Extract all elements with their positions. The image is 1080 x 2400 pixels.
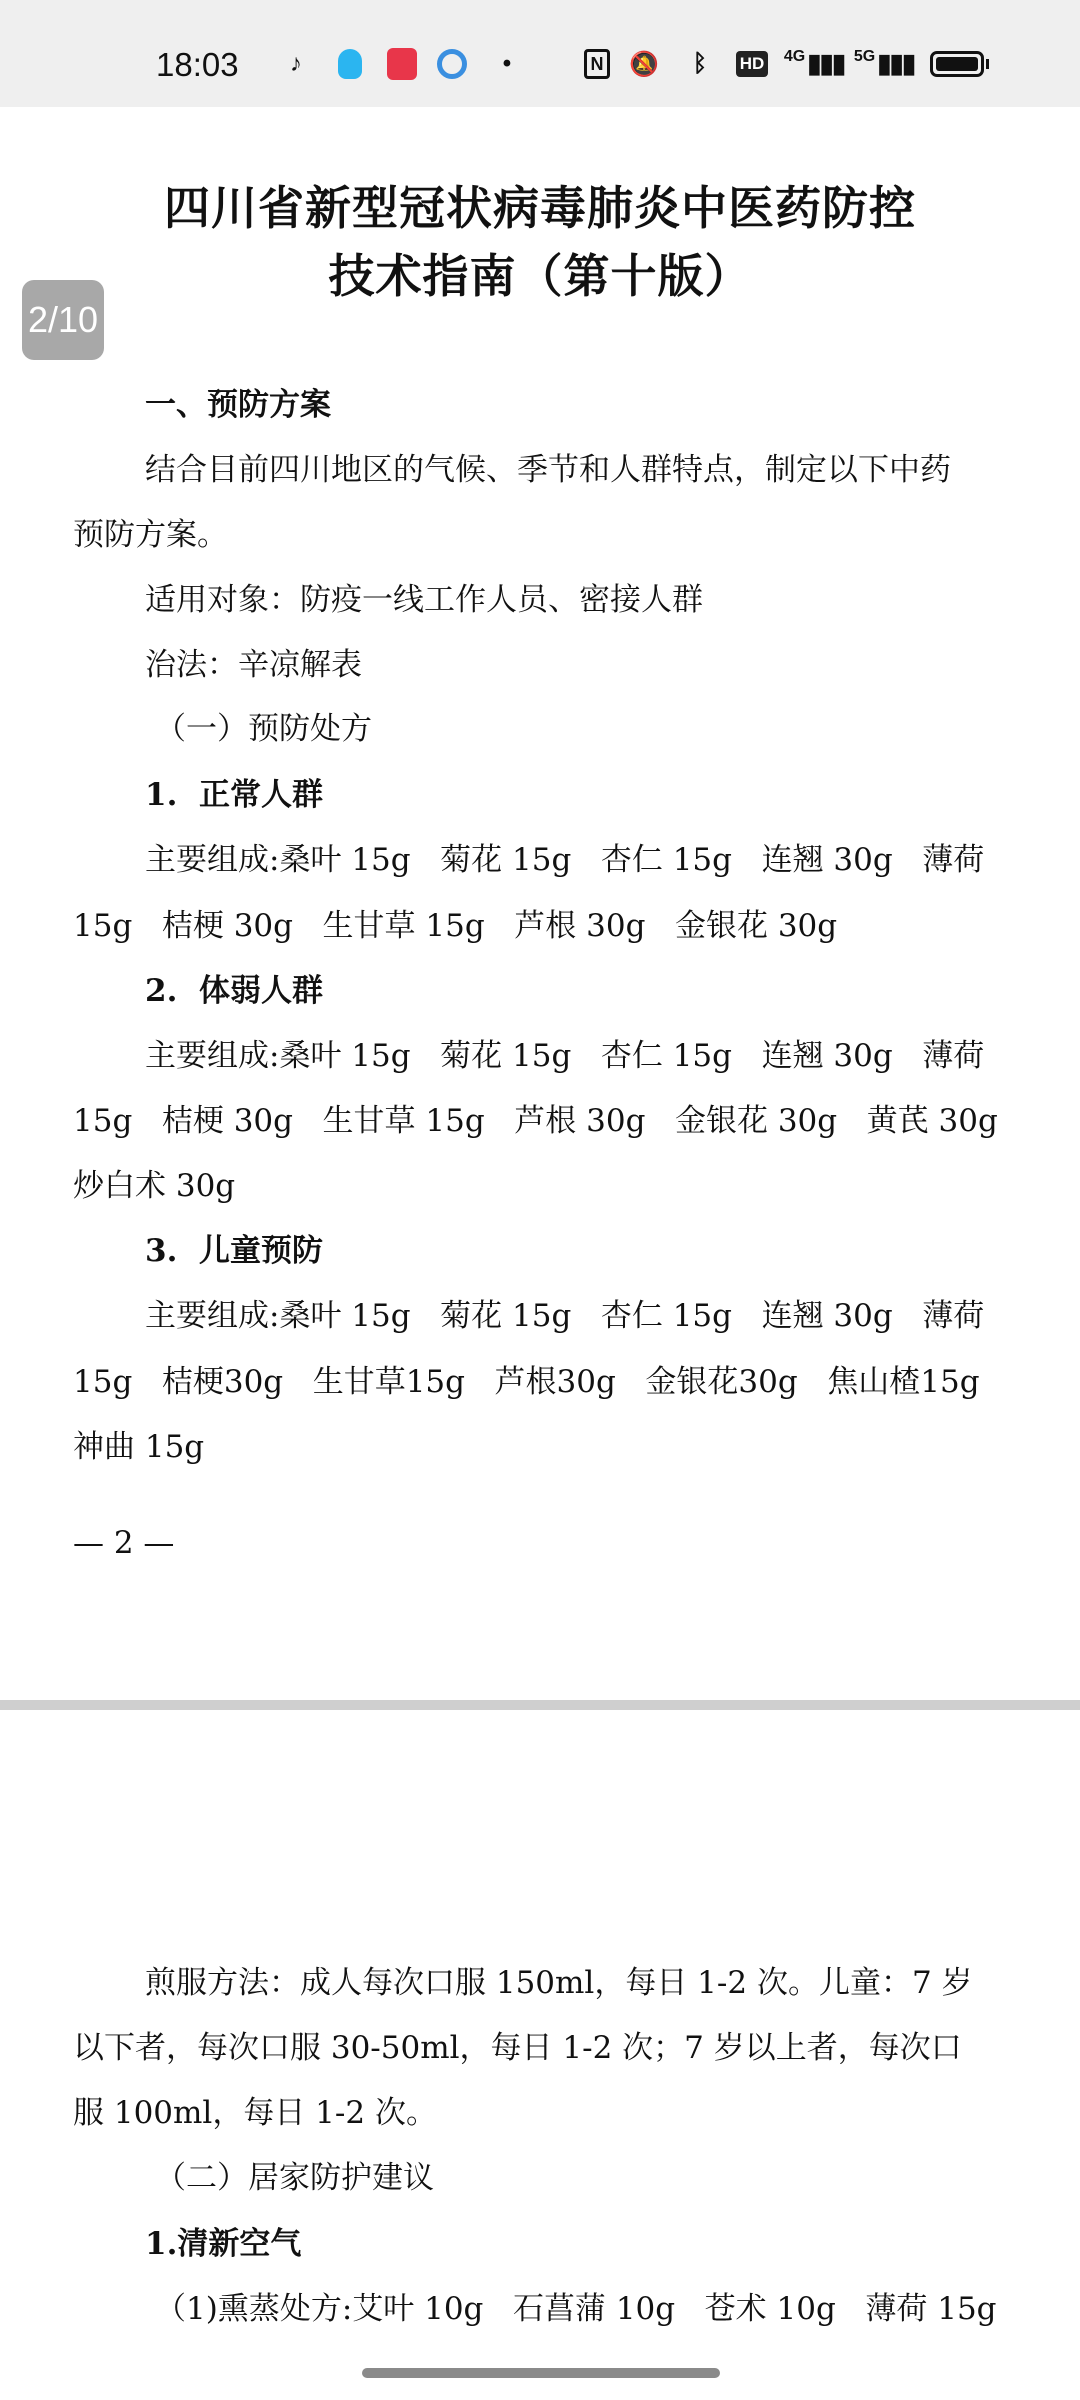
browser-icon [437,48,467,80]
paragraph-line: 炒白术 30g [73,1168,236,1204]
paragraph-line: 主要组成:桑叶 15g 菊花 15g 杏仁 15g 连翘 30g 薄荷 [145,842,985,878]
status-bar [0,0,1080,107]
document-title-line2: 技术指南（第十版） [328,249,752,303]
subsection-heading: （二）居家防护建议 [155,2160,434,2196]
paragraph-line: 15g 桔梗30g 生甘草15g 芦根30g 金银花30g 焦山楂15g [73,1364,980,1400]
paragraph-line: 主要组成:桑叶 15g 菊花 15g 杏仁 15g 连翘 30g 薄荷 [145,1298,985,1334]
bluetooth-icon: ᛒ [692,50,708,77]
paragraph-line: 神曲 15g [73,1429,205,1465]
signal-4g-icon: 4G ▮▮▮ [783,48,845,78]
mute-icon: 🔕 [629,50,659,78]
paragraph-line: 服 100ml，每日 1-2 次。 [73,2095,437,2131]
qq-icon [335,48,365,80]
item-heading: 2. 体弱人群 [145,973,323,1009]
tiktok-icon: ♪ [290,50,302,77]
document-title-line1: 四川省新型冠状病毒肺炎中医药防控 [164,181,916,235]
subsection-heading: （一）预防处方 [155,711,372,747]
paragraph-line: 治法：辛凉解表 [145,647,362,683]
paragraph-line: 煎服方法：成人每次口服 150ml，每日 1-2 次。儿童：7 岁 [145,1965,973,2001]
paragraph-line: （1)熏蒸处方:艾叶 10g 石菖蒲 10g 苍术 10g 薄荷 15g [155,2291,997,2327]
page-indicator-label: 2/10 [22,280,104,360]
paragraph-line: 适用对象：防疫一线工作人员、密接人群 [145,582,703,618]
home-indicator[interactable] [362,2368,720,2378]
status-time: 18:03 [156,46,239,83]
paragraph-line: 15g 桔梗 30g 生甘草 15g 芦根 30g 金银花 30g 黄芪 30g [73,1103,998,1139]
section-heading: 一、预防方案 [145,387,331,423]
dot-icon: • [502,50,512,77]
app-icon [385,48,419,80]
battery-icon [926,48,992,80]
item-heading: 1.清新空气 [145,2226,302,2262]
nfc-icon: N [582,48,612,80]
page-separator [0,1700,1080,1710]
paragraph-line: 以下者，每次口服 30-50ml，每日 1-2 次；7 岁以上者，每次口 [73,2030,962,2066]
item-heading: 3. 儿童预防 [145,1233,323,1269]
item-heading: 1. 正常人群 [145,777,323,813]
paragraph-line: 15g 桔梗 30g 生甘草 15g 芦根 30g 金银花 30g [73,908,838,944]
paragraph-line: 主要组成:桑叶 15g 菊花 15g 杏仁 15g 连翘 30g 薄荷 [145,1038,985,1074]
signal-5g-icon: 5G ▮▮▮ [853,48,915,78]
page-number: — 2 — [73,1525,175,1561]
paragraph-line: 预防方案。 [73,517,228,553]
paragraph-line: 结合目前四川地区的气候、季节和人群特点，制定以下中药 [145,452,951,488]
hd-icon: HD [732,48,772,80]
page-indicator [22,280,102,360]
